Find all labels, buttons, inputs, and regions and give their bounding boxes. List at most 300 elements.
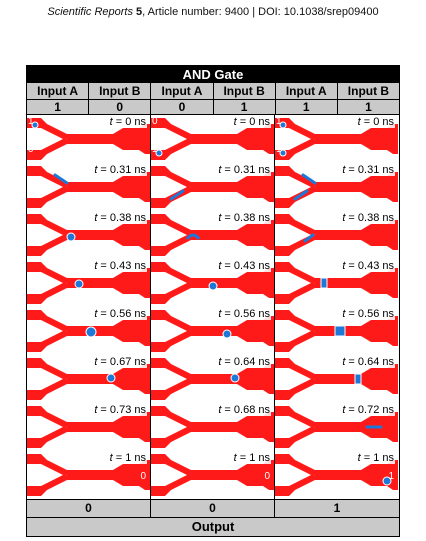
- input-b-state-label: 1: [276, 144, 282, 155]
- nanotrack-segment: [275, 262, 295, 268]
- input-a-state-label: 0: [152, 116, 158, 127]
- time-variable: t: [218, 308, 222, 320]
- nanotrack-segment: [237, 172, 274, 202]
- time-variable: t: [357, 116, 361, 128]
- input-value-a-1: 1: [27, 100, 89, 115]
- header-input-b-3: Input B: [338, 83, 399, 100]
- nanotrack-segment: [27, 406, 47, 412]
- nanotrack-segment: [275, 426, 319, 442]
- track-notch: [27, 176, 33, 184]
- track-notch: [27, 128, 33, 136]
- nanotrack-segment: [361, 268, 398, 298]
- nanotrack-segment: [27, 262, 47, 268]
- time-value: = 0.56 ns: [97, 308, 146, 320]
- time-label: [217, 356, 271, 368]
- input-a-state-label: 1: [28, 116, 34, 127]
- track-notch: [27, 382, 33, 390]
- nanotrack-segment: [361, 364, 398, 394]
- input-a-state-label: 1: [276, 116, 282, 127]
- simulation-frame: [151, 355, 274, 403]
- nanotrack-segment: [275, 474, 319, 490]
- skyrmion-marker: [355, 374, 361, 384]
- simulation-frame: [27, 211, 150, 259]
- input-value-row: [27, 100, 399, 115]
- track-notch: [151, 334, 157, 342]
- simulation-frame: [151, 451, 274, 499]
- time-label: [217, 308, 271, 320]
- nanotrack-segment: [151, 490, 171, 496]
- simulation-frame: [27, 451, 150, 499]
- output-state-label: 1: [388, 471, 394, 482]
- track-notch: [151, 190, 157, 198]
- track-notch: [151, 224, 157, 232]
- time-label: [341, 308, 395, 320]
- track-notch: [27, 272, 33, 280]
- header-input-a-1: Input A: [27, 83, 89, 100]
- time-value: = 0.43 ns: [221, 260, 270, 272]
- simulation-frame: [27, 259, 150, 307]
- time-value: = 0.31 ns: [345, 164, 394, 176]
- time-label: [217, 164, 271, 176]
- track-notch: [151, 272, 157, 280]
- time-value: = 0 ns: [112, 116, 146, 128]
- nanotrack-segment: [361, 220, 398, 250]
- nanotrack-segment: [275, 378, 319, 394]
- nanotrack-segment: [275, 310, 295, 316]
- time-variable: t: [94, 260, 98, 272]
- skyrmion-marker: [86, 327, 96, 337]
- track-notch: [27, 286, 33, 294]
- nanotrack-segment: [113, 268, 150, 298]
- nanotrack-segment: [361, 316, 398, 346]
- nanotrack-segment: [315, 134, 361, 144]
- time-label: [233, 452, 271, 464]
- track-notch: [275, 272, 281, 280]
- simulation-frame: [275, 403, 398, 451]
- time-variable: t: [233, 452, 237, 464]
- nanotrack-segment: [151, 460, 195, 476]
- nanotrack-segment: [275, 282, 319, 298]
- time-value: = 0.31 ns: [221, 164, 270, 176]
- nanotrack-segment: [27, 282, 71, 298]
- nanotrack-segment: [151, 268, 195, 284]
- simulation-frame: [275, 115, 398, 163]
- nanotrack-segment: [275, 298, 295, 304]
- nanotrack-segment: [151, 378, 195, 394]
- track-notch: [275, 416, 281, 424]
- time-value: = 0.31 ns: [97, 164, 146, 176]
- skyrmion-marker: [335, 326, 345, 336]
- nanotrack-segment: [191, 470, 237, 480]
- nanotrack-segment: [27, 364, 71, 380]
- nanotrack-segment: [151, 330, 195, 346]
- nanotrack-segment: [275, 214, 295, 220]
- time-variable: t: [342, 164, 346, 176]
- skyrmion-marker: [107, 374, 115, 382]
- header-input-a-3: Input A: [276, 83, 338, 100]
- nanotrack-segment: [151, 262, 171, 268]
- nanotrack-segment: [151, 282, 195, 298]
- time-variable: t: [342, 356, 346, 368]
- time-label: [93, 356, 147, 368]
- track-notch: [27, 464, 33, 472]
- time-label: [233, 116, 271, 128]
- simulation-frame: [151, 211, 274, 259]
- nanotrack-segment: [275, 330, 319, 346]
- time-value: = 0.38 ns: [97, 212, 146, 224]
- nanotrack-segment: [275, 490, 295, 496]
- time-label: [93, 308, 147, 320]
- nanotrack-segment: [191, 134, 237, 144]
- time-variable: t: [109, 116, 113, 128]
- nanotrack-segment: [275, 166, 295, 172]
- track-notch: [27, 368, 33, 376]
- nanotrack-segment: [191, 422, 237, 432]
- simulation-frame: [151, 163, 274, 211]
- nanotrack-segment: [275, 364, 319, 380]
- nanotrack-segment: [275, 202, 295, 208]
- time-variable: t: [94, 164, 98, 176]
- figure-title: AND Gate: [27, 66, 399, 83]
- nanotrack-segment: [275, 186, 319, 202]
- time-value: = 0.56 ns: [345, 308, 394, 320]
- track-notch: [151, 464, 157, 472]
- nanotrack-segment: [151, 214, 171, 220]
- input-value-b-1: 0: [89, 100, 151, 115]
- nanotrack-segment: [27, 234, 71, 250]
- skyrmion-marker: [231, 374, 239, 382]
- time-value: = 0.68 ns: [221, 404, 270, 416]
- nanotrack-segment: [27, 426, 71, 442]
- nanotrack-segment: [151, 412, 195, 428]
- time-value: = 0.64 ns: [221, 356, 270, 368]
- simulation-frame: [275, 163, 398, 211]
- nanotrack-segment: [113, 124, 150, 154]
- track-notch: [27, 430, 33, 438]
- nanotrack-segment: [27, 394, 47, 400]
- nanotrack-segment: [27, 220, 71, 236]
- nanotrack-segment: [275, 454, 295, 460]
- skyrmion-marker: [321, 278, 327, 288]
- nanotrack-segment: [361, 172, 398, 202]
- nanotrack-segment: [27, 412, 71, 428]
- nanotrack-segment: [315, 422, 361, 432]
- time-label: [357, 116, 395, 128]
- input-value-a-2: 0: [151, 100, 213, 115]
- track-notch: [151, 368, 157, 376]
- time-label: [341, 260, 395, 272]
- time-value: = 0.56 ns: [221, 308, 270, 320]
- simulation-frame: [27, 163, 150, 211]
- time-value: = 0.72 ns: [345, 404, 394, 416]
- nanotrack-segment: [113, 220, 150, 250]
- skyrmion-marker: [67, 233, 75, 241]
- nanotrack-segment: [275, 412, 319, 428]
- nanotrack-segment: [275, 442, 295, 448]
- track-notch: [27, 320, 33, 328]
- simulation-frame: [275, 307, 398, 355]
- time-value: = 0.38 ns: [221, 212, 270, 224]
- track-notch: [27, 478, 33, 486]
- nanotrack-segment: [275, 316, 319, 332]
- track-notch: [275, 238, 281, 246]
- simulation-frame: [27, 403, 150, 451]
- nanotrack-segment: [275, 394, 295, 400]
- nanotrack-segment: [27, 474, 71, 490]
- nanotrack-segment: [315, 374, 361, 384]
- simulation-column: [275, 115, 399, 499]
- time-label: [217, 404, 271, 416]
- nanotrack-segment: [151, 310, 171, 316]
- skyrmion-marker: [209, 282, 217, 290]
- track-notch: [275, 334, 281, 342]
- nanotrack-segment: [237, 316, 274, 346]
- nanotrack-segment: [315, 230, 361, 240]
- output-value-3: 1: [275, 499, 399, 517]
- track-notch: [275, 176, 281, 184]
- track-notch: [27, 334, 33, 342]
- nanotrack-segment: [27, 268, 71, 284]
- time-variable: t: [342, 308, 346, 320]
- time-value: = 0.43 ns: [97, 260, 146, 272]
- nanotrack-segment: [27, 214, 47, 220]
- nanotrack-segment: [67, 470, 113, 480]
- track-notch: [275, 464, 281, 472]
- nanotrack-segment: [27, 454, 47, 460]
- time-variable: t: [218, 356, 222, 368]
- nanotrack-segment: [27, 186, 71, 202]
- time-variable: t: [109, 452, 113, 464]
- nanotrack-segment: [315, 470, 361, 480]
- nanotrack-segment: [151, 166, 171, 172]
- nanotrack-segment: [27, 202, 47, 208]
- nanotrack-segment: [275, 268, 319, 284]
- header-input-b-2: Input B: [214, 83, 276, 100]
- simulation-frame: [27, 115, 150, 163]
- simulation-frame: [27, 307, 150, 355]
- time-variable: t: [233, 116, 237, 128]
- nanotrack-segment: [67, 374, 113, 384]
- nanotrack-segment: [361, 124, 398, 154]
- time-value: = 1 ns: [360, 452, 394, 464]
- nanotrack-segment: [151, 220, 195, 236]
- nanotrack-segment: [27, 166, 47, 172]
- time-value: = 0.64 ns: [345, 356, 394, 368]
- skyrmion-marker: [75, 280, 83, 288]
- nanotrack-segment: [275, 346, 295, 352]
- nanotrack-segment: [275, 250, 295, 256]
- time-variable: t: [94, 212, 98, 224]
- track-notch: [151, 478, 157, 486]
- time-label: [93, 212, 147, 224]
- simulation-frame: [275, 355, 398, 403]
- time-variable: t: [218, 260, 222, 272]
- nanotrack-segment: [67, 278, 113, 288]
- track-notch: [275, 286, 281, 294]
- nanotrack-segment: [237, 364, 274, 394]
- nanotrack-segment: [27, 310, 47, 316]
- nanotrack-segment: [275, 220, 319, 236]
- simulation-frame: [27, 355, 150, 403]
- output-value-2: 0: [151, 499, 275, 517]
- input-b-state-label: 1: [152, 144, 158, 155]
- nanotrack-segment: [113, 316, 150, 346]
- simulation-frame: [275, 451, 398, 499]
- time-label: [341, 356, 395, 368]
- header-input-a-2: Input A: [151, 83, 213, 100]
- nanotrack-segment: [27, 490, 47, 496]
- nanotrack-segment: [315, 182, 361, 192]
- track-notch: [275, 224, 281, 232]
- track-notch: [275, 382, 281, 390]
- nanotrack-segment: [151, 426, 195, 442]
- simulation-columns: [27, 115, 399, 499]
- time-variable: t: [94, 356, 98, 368]
- track-notch: [151, 176, 157, 184]
- nanotrack-segment: [151, 358, 171, 364]
- track-notch: [275, 478, 281, 486]
- time-variable: t: [218, 212, 222, 224]
- track-notch: [151, 238, 157, 246]
- nanotrack-segment: [151, 406, 171, 412]
- nanotrack-segment: [113, 172, 150, 202]
- skyrmion-marker: [223, 330, 231, 338]
- time-variable: t: [342, 260, 346, 272]
- time-variable: t: [342, 212, 346, 224]
- output-value-1: 0: [27, 499, 151, 517]
- output-value-row: [27, 499, 399, 517]
- time-label: [217, 260, 271, 272]
- time-label: [109, 452, 147, 464]
- nanotrack-segment: [27, 378, 71, 394]
- time-value: = 0.38 ns: [345, 212, 394, 224]
- nanotrack-segment: [27, 460, 71, 476]
- track-notch: [275, 190, 281, 198]
- nanotrack-segment: [27, 442, 47, 448]
- track-notch: [27, 238, 33, 246]
- nanotrack-segment: [275, 460, 319, 476]
- time-label: [341, 164, 395, 176]
- track-notch: [151, 128, 157, 136]
- input-value-b-2: 1: [214, 100, 276, 115]
- citation-line: [0, 6, 426, 18]
- simulation-frame: [275, 211, 398, 259]
- track-notch: [275, 430, 281, 438]
- time-value: = 1 ns: [112, 452, 146, 464]
- input-value-b-3: 1: [338, 100, 399, 115]
- nanotrack-segment: [275, 358, 295, 364]
- time-label: [93, 164, 147, 176]
- nanotrack-segment: [191, 374, 237, 384]
- nanotrack-segment: [151, 442, 171, 448]
- track-notch: [275, 320, 281, 328]
- nanotrack-segment: [151, 454, 171, 460]
- simulation-frame: [151, 307, 274, 355]
- time-variable: t: [94, 404, 98, 416]
- output-state-label: 0: [264, 471, 270, 482]
- time-variable: t: [342, 404, 346, 416]
- track-notch: [275, 128, 281, 136]
- time-label: [93, 404, 147, 416]
- nanotrack-segment: [237, 412, 274, 442]
- time-variable: t: [218, 404, 222, 416]
- nanotrack-segment: [27, 330, 71, 346]
- track-notch: [27, 224, 33, 232]
- simulation-column: [27, 115, 151, 499]
- nanotrack-segment: [151, 172, 195, 188]
- nanotrack-segment: [151, 186, 195, 202]
- time-value: = 0 ns: [236, 116, 270, 128]
- time-variable: t: [357, 452, 361, 464]
- nanotrack-segment: [67, 182, 113, 192]
- volume-number: 5: [136, 6, 143, 18]
- nanotrack-segment: [151, 346, 171, 352]
- nanotrack-segment: [27, 316, 71, 332]
- time-label: [93, 260, 147, 272]
- track-notch: [151, 382, 157, 390]
- track-notch: [151, 320, 157, 328]
- time-variable: t: [94, 308, 98, 320]
- nanotrack-segment: [237, 220, 274, 250]
- header-input-b-1: Input B: [89, 83, 151, 100]
- nanotrack-segment: [191, 182, 237, 192]
- citation-details: , Article number: 9400 | DOI: 10.1038/srep09400: [142, 6, 379, 18]
- nanotrack-segment: [151, 394, 171, 400]
- time-label: [341, 404, 395, 416]
- time-variable: t: [218, 164, 222, 176]
- input-b-state-label: 0: [28, 144, 34, 155]
- simulation-column: [151, 115, 275, 499]
- nanotrack-segment: [237, 124, 274, 154]
- input-header-row: [27, 83, 399, 100]
- nanotrack-segment: [151, 474, 195, 490]
- time-label: [217, 212, 271, 224]
- journal-name: Scientific Reports: [47, 6, 133, 18]
- nanotrack-segment: [113, 364, 150, 394]
- simulation-frame: [151, 259, 274, 307]
- track-notch: [151, 430, 157, 438]
- nanotrack-segment: [113, 412, 150, 442]
- time-value: = 0.73 ns: [97, 404, 146, 416]
- time-value: = 0.43 ns: [345, 260, 394, 272]
- time-value: = 0 ns: [360, 116, 394, 128]
- time-label: [109, 116, 147, 128]
- nanotrack-segment: [151, 250, 171, 256]
- simulation-frame: [151, 403, 274, 451]
- nanotrack-segment: [151, 298, 171, 304]
- time-label: [341, 212, 395, 224]
- nanotrack-segment: [67, 134, 113, 144]
- nanotrack-segment: [151, 364, 195, 380]
- simulation-frame: [275, 259, 398, 307]
- time-label: [357, 452, 395, 464]
- output-label: Output: [27, 517, 399, 536]
- nanotrack-segment: [67, 422, 113, 432]
- nanotrack-segment: [151, 202, 171, 208]
- nanotrack-segment: [27, 250, 47, 256]
- input-value-a-3: 1: [276, 100, 338, 115]
- time-value: = 0.67 ns: [97, 356, 146, 368]
- nanotrack-segment: [27, 358, 47, 364]
- track-notch: [151, 416, 157, 424]
- nanotrack-segment: [27, 346, 47, 352]
- nanotrack-segment: [151, 316, 195, 332]
- output-state-label: 0: [140, 471, 146, 482]
- track-notch: [27, 190, 33, 198]
- track-notch: [275, 368, 281, 376]
- track-notch: [151, 286, 157, 294]
- track-notch: [27, 416, 33, 424]
